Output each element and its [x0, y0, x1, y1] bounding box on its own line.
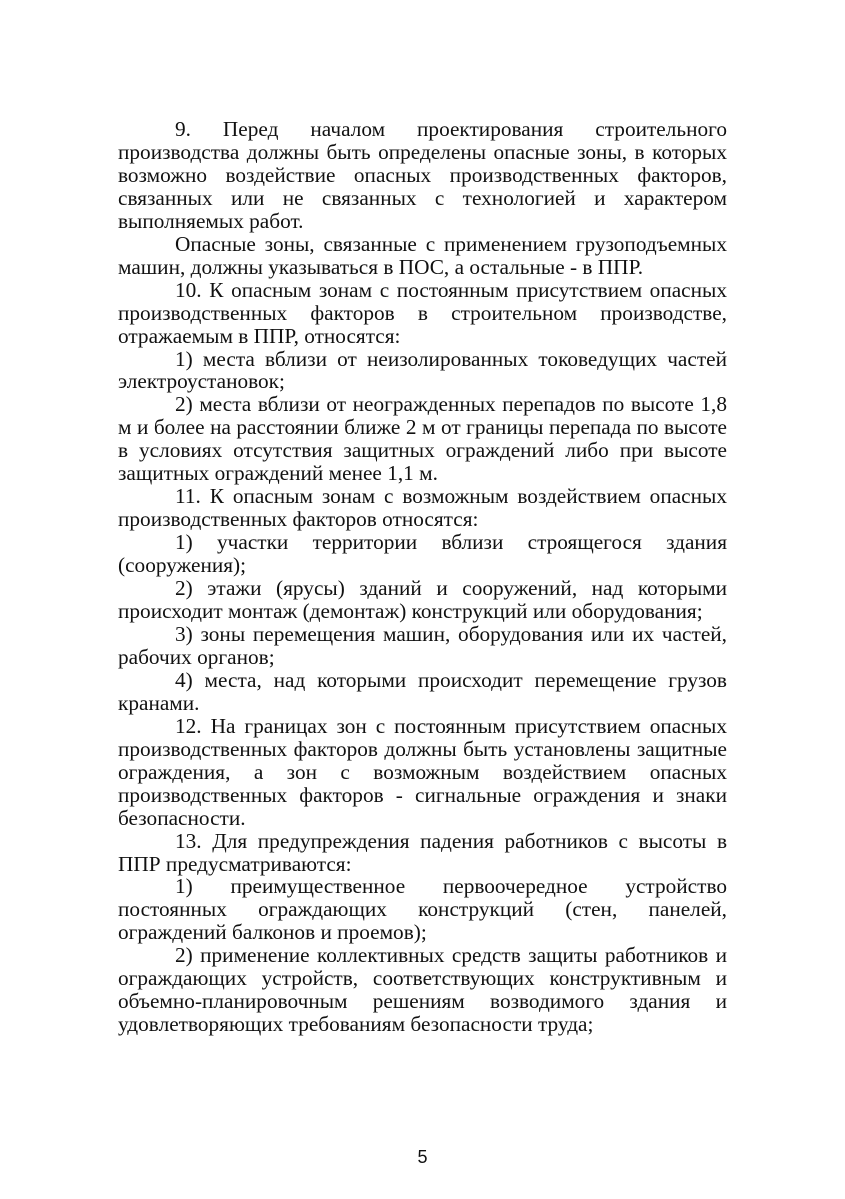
list-item: 2) применение коллективных средств защиты работников и ограждающих устройств, соответствующих конструктивным и объемно-планировочным решениям возводимого здания и удовлетворяющих требованиям безопасности труда; — [118, 943, 727, 1037]
list-item: 1) преимущественное первоочередное устройство постоянных ограждающих конструкций (стен, панелей, ограждений балконов и проемов); — [118, 874, 727, 945]
list-item: 1) места вблизи от неизолированных токоведущих частей электроустановок; — [118, 346, 727, 394]
paragraph-11: 11. К опасным зонам с возможным воздействием опасных производственных факторов относятся: — [118, 484, 727, 532]
body-text — [118, 118, 727, 1036]
list-item: 2) этажи (ярусы) зданий и сооружений, над которыми происходит монтаж (демонтаж) конструкций или оборудования; — [118, 576, 727, 624]
list-item: 3) зоны перемещения машин, оборудования или их частей, рабочих органов; — [118, 621, 727, 669]
page-number: 5 — [417, 1147, 428, 1167]
paragraph-12: 12. На границах зон с постоянным присутствием опасных производственных факторов должны быть установлены защитные ограждения, а зон с возможным воздействием опасных производственных факторов - сигнальные ограждения и знаки безопасности. — [118, 713, 727, 830]
list-item: 2) места вблизи от неогражденных перепадов по высоте 1,8 м и более на расстоянии ближе 2 м от границы перепада по высоте в условиях отсутствия защитных ограждений либо при высоте защитных ограждений менее 1,1 м. — [118, 392, 727, 486]
paragraph-9-note: Опасные зоны, связанные с применением грузоподъемных машин, должны указываться в ПОС, а остальные - в ППР. — [118, 231, 727, 279]
list-item: 4) места, над которыми происходит перемещение грузов кранами. — [118, 667, 727, 715]
list-item: 1) участки территории вблизи строящегося здания (сооружения); — [118, 530, 727, 578]
paragraph-10: 10. К опасным зонам с постоянным присутствием опасных производственных факторов в строительном производстве, отражаемым в ППР, относятся: — [118, 277, 727, 348]
paragraph-9: 9. Перед началом проектирования строительного производства должны быть определены опасные зоны, в которых возможно воздействие опасных производственных факторов, связанных или не связанных с технологией и характером выполняемых работ. — [118, 117, 727, 233]
paragraph-13: 13. Для предупреждения падения работников с высоты в ППР предусматриваются: — [118, 828, 727, 876]
